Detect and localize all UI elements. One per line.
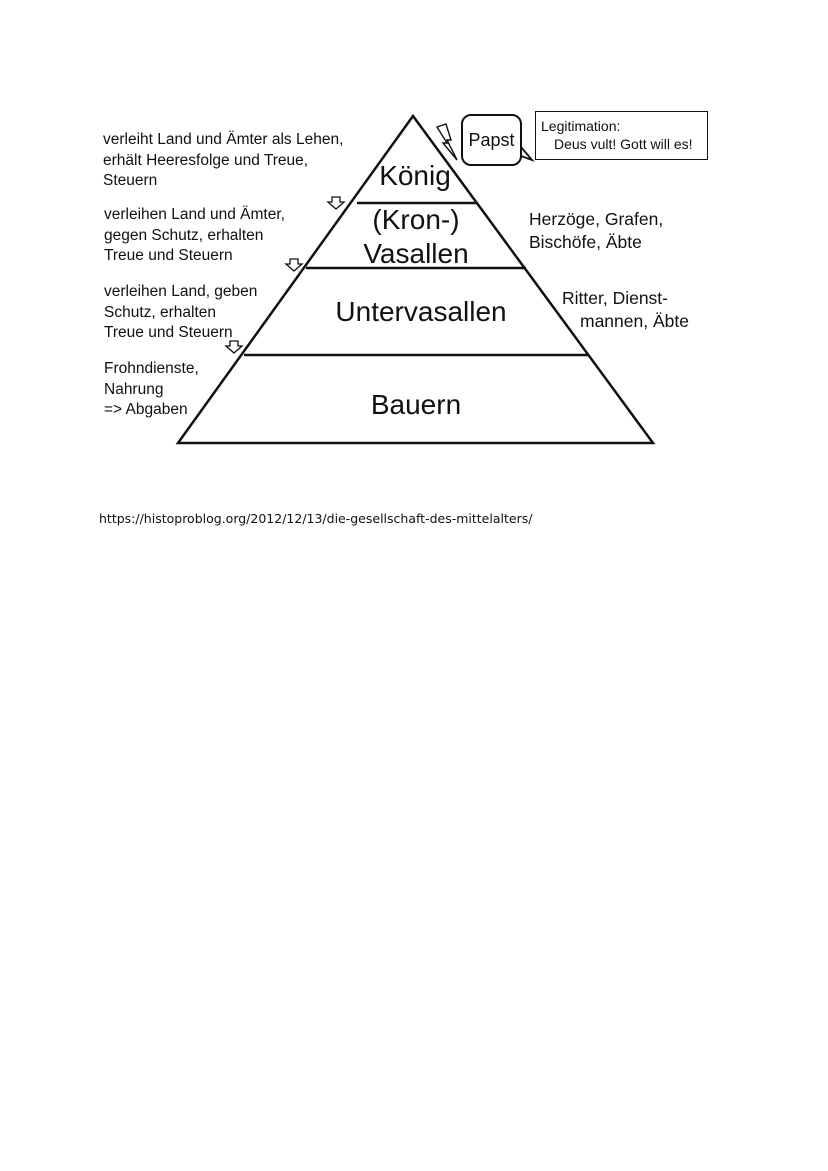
down-arrow-icon: [328, 197, 344, 209]
note-line: => Abgaben: [104, 401, 188, 418]
source-url: https://histoproblog.org/2012/12/13/die-gesellschaft-des-mittelalters/: [99, 511, 533, 526]
tier-label-line: (Kron-): [372, 204, 460, 235]
note-line: Schutz, erhalten: [104, 303, 217, 321]
note-line: Treue und Steuern: [104, 247, 233, 264]
note-line: verleihen Land und Ämter,: [104, 206, 285, 223]
note-line: Frohndienste,: [104, 360, 199, 377]
tier-label-line: Bauern: [370, 389, 462, 420]
left-note-koenig: [103, 130, 343, 192]
speech-bubble-tail: [521, 147, 532, 160]
left-note-untervasallen: [104, 282, 257, 344]
note-line: erhält Heeresfolge und Treue,: [103, 151, 309, 169]
tier-label-untervasallen: [335, 295, 506, 329]
papst-speech-bubble: [461, 114, 522, 166]
note-line: Treue und Steuern: [104, 324, 233, 341]
legitimation-box: [535, 111, 708, 160]
papst-label: Papst: [468, 129, 515, 150]
note-line: Nahrung: [104, 380, 164, 398]
legitimation-title: Legitimation:: [541, 118, 621, 134]
note-line: Herzöge, Grafen,: [529, 209, 664, 229]
note-line: gegen Schutz, erhalten: [104, 226, 264, 244]
tier-label-line: Untervasallen: [335, 296, 507, 327]
note-line: verleihen Land, geben: [104, 283, 258, 300]
feudal-pyramid-diagram: [0, 0, 828, 470]
legitimation-quote: Deus vult! Gott will es!: [554, 136, 693, 152]
note-line: Ritter, Dienst-: [562, 288, 668, 308]
down-arrow-icon: [286, 259, 302, 271]
tier-label-line: Vasallen: [363, 238, 469, 269]
tier-label-bauern: [371, 388, 461, 422]
note-line: mannen, Äbte: [580, 311, 689, 331]
tier-label-line: König: [379, 160, 451, 191]
right-note-vasallen: [529, 208, 663, 254]
note-line: Steuern: [103, 172, 158, 189]
right-note-untervasallen: [562, 287, 689, 333]
tier-label-koenig: [379, 160, 451, 192]
left-note-vasallen: [104, 205, 285, 267]
note-line: Bischöfe, Äbte: [529, 232, 642, 252]
left-note-bauern: [104, 359, 199, 421]
note-line: verleiht Land und Ämter als Lehen,: [103, 131, 344, 148]
tier-label-kronvasallen: [363, 203, 468, 271]
